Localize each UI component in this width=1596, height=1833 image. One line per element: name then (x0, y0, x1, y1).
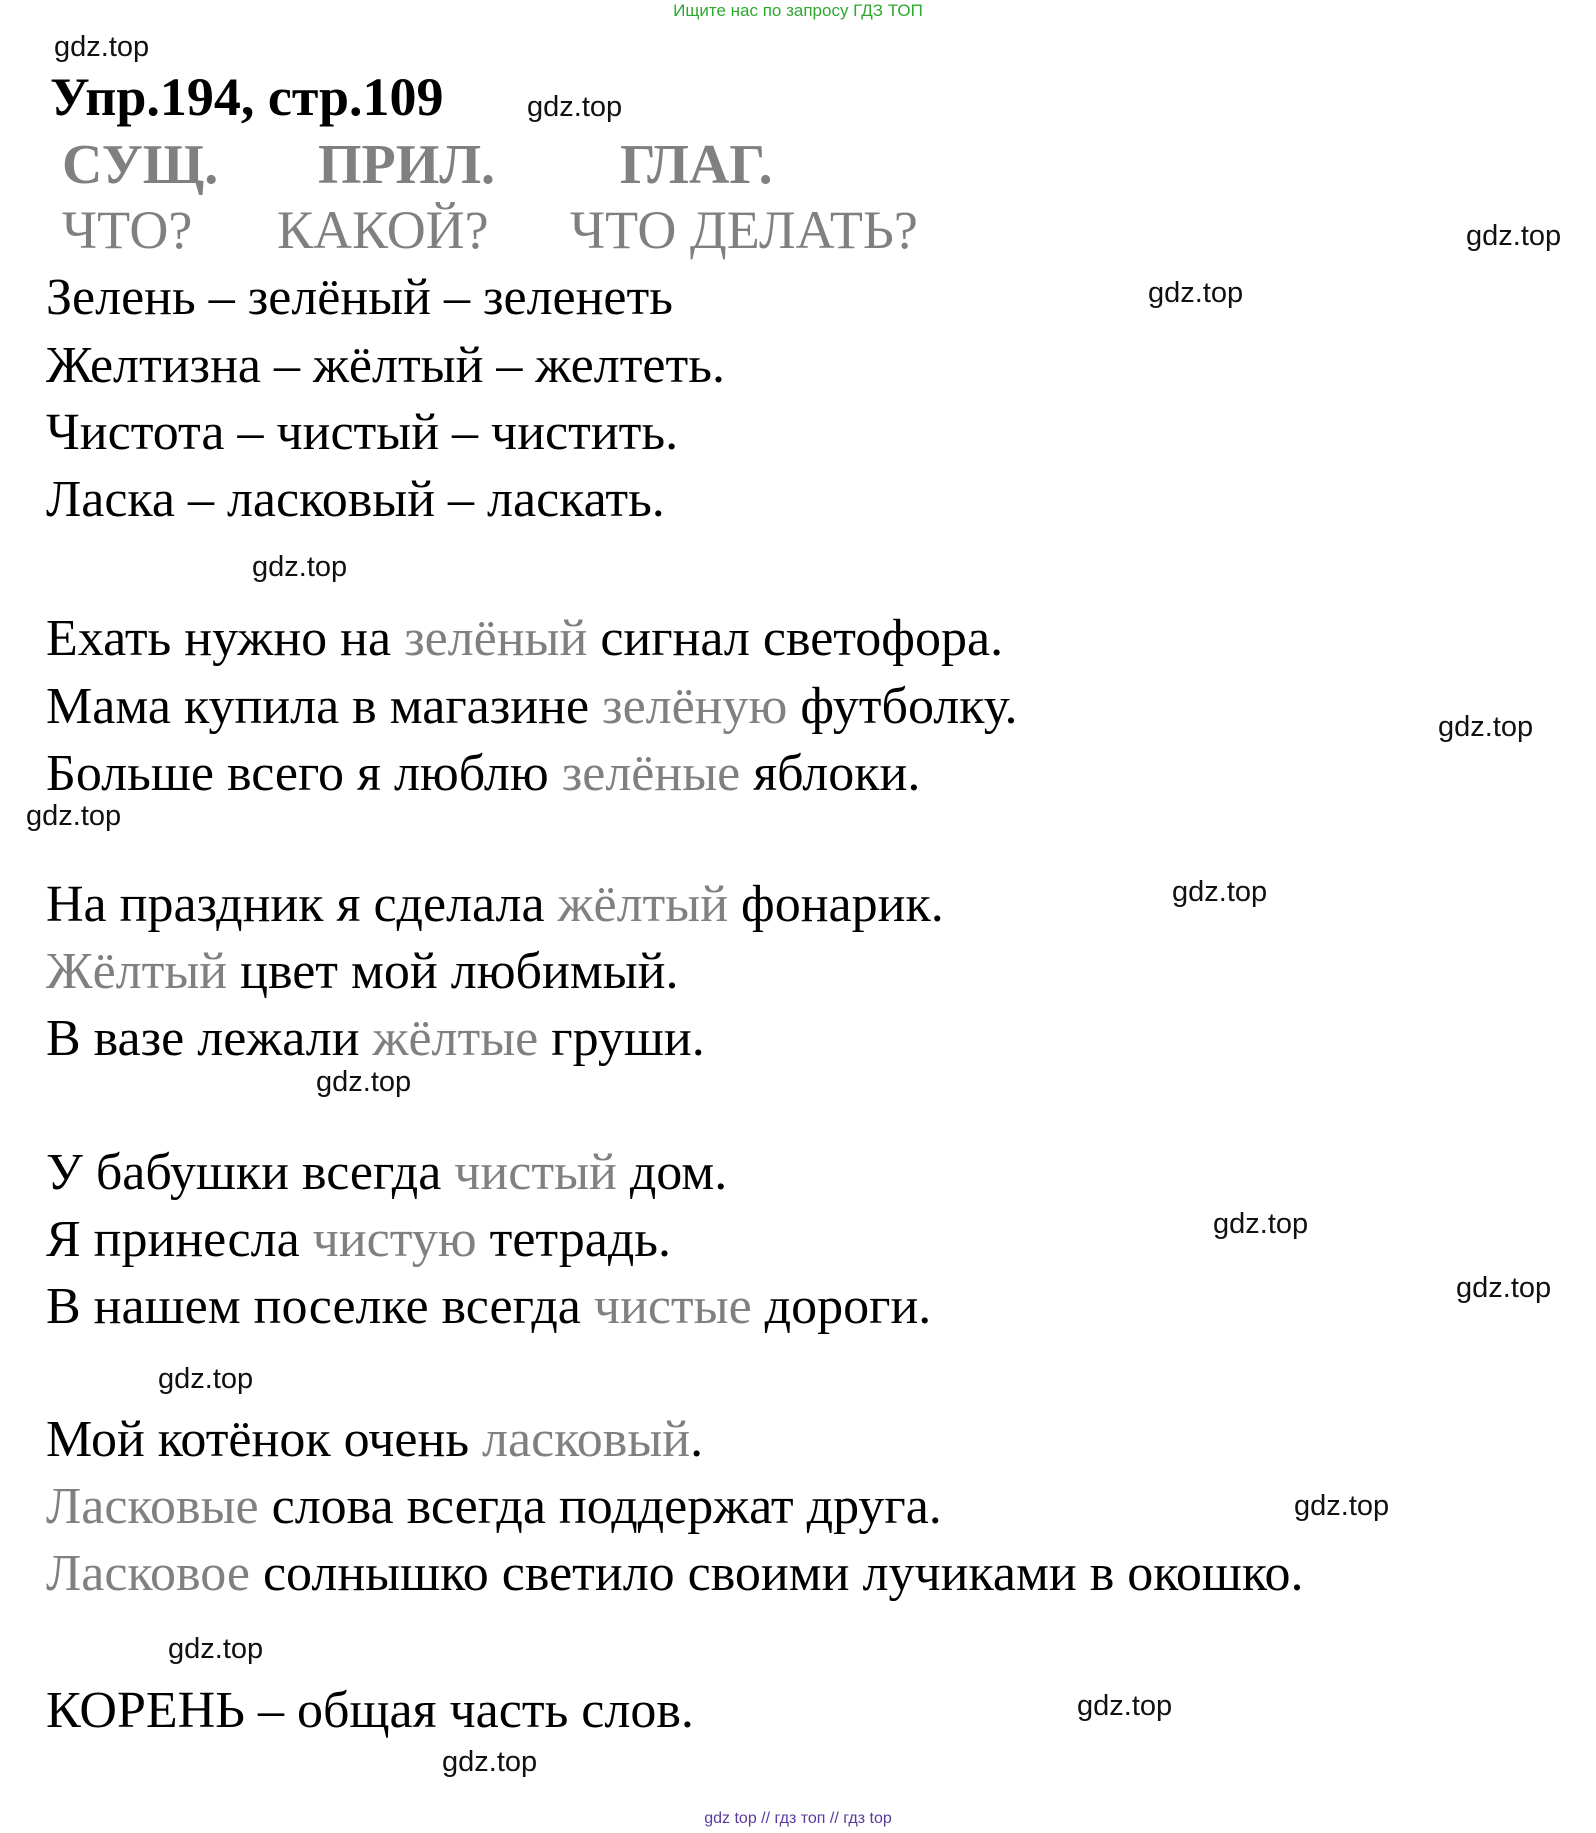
highlighted-word: Ласковое (46, 1545, 250, 1602)
sentence (46, 1543, 1304, 1605)
footer-link[interactable]: гдз top (843, 1810, 892, 1827)
word-family: Чистота – чистый – чистить. (46, 404, 679, 461)
sentence (46, 608, 1003, 670)
header-noun: СУЩ. (62, 134, 219, 196)
watermark: gdz.top (527, 91, 623, 123)
sentence (46, 1142, 727, 1204)
sentence (46, 941, 679, 1003)
highlighted-word: ласковый (482, 1411, 691, 1468)
highlighted-word: зелёный (404, 610, 588, 667)
sentence-text: У бабушки всегда (46, 1144, 455, 1201)
watermark: gdz.top (158, 1363, 254, 1395)
sentence-text: Ехать нужно на (46, 610, 405, 667)
sentence-text: тетрадь. (476, 1211, 672, 1268)
sentence-text: Больше всего я люблю (46, 745, 562, 802)
watermark: gdz.top (1438, 711, 1534, 743)
sentence-text: слова всегда поддержат друга. (258, 1478, 942, 1535)
highlighted-word: чистую (312, 1211, 477, 1268)
sentence-text: яблоки. (740, 745, 921, 802)
highlighted-word: чистые (593, 1278, 752, 1335)
watermark: gdz.top (1172, 876, 1268, 908)
word-family: Зелень – зелёный – зеленеть (46, 269, 673, 326)
sentence (46, 743, 920, 805)
header-adjective: ПРИЛ. (318, 134, 496, 196)
highlighted-word: Ласковые (46, 1478, 259, 1535)
sentence-text: Мама купила в магазине (46, 678, 603, 735)
highlighted-word: жёлтые (372, 1010, 539, 1067)
sentence-text: футболку. (787, 678, 1018, 735)
question-adjective: КАКОЙ? (277, 200, 489, 260)
footer-separator: // (761, 1810, 771, 1827)
word-family: Ласка – ласковый – ласкать. (46, 471, 665, 528)
sentence-text: В нашем поселке всегда (46, 1278, 594, 1335)
watermark: gdz.top (442, 1746, 538, 1778)
sentence-text: На праздник я сделала (46, 876, 558, 933)
sentence (46, 1008, 705, 1070)
top-banner: Ищите нас по запросу ГДЗ ТОП (673, 1, 923, 20)
watermark: gdz.top (1456, 1272, 1552, 1304)
footer-link[interactable]: гдз топ (774, 1810, 826, 1827)
watermark: gdz.top (1077, 1690, 1173, 1722)
watermark: gdz.top (54, 31, 150, 63)
watermark: gdz.top (316, 1066, 412, 1098)
sentence-text: сигнал светофора. (587, 610, 1004, 667)
question-noun: ЧТО? (62, 200, 193, 260)
conclusion: КОРЕНЬ – общая часть слов. (46, 1682, 694, 1739)
watermark: gdz.top (1294, 1490, 1390, 1522)
sentence-text: фонарик. (728, 876, 944, 933)
sentence-text: цвет мой любимый. (227, 943, 679, 1000)
sentence (46, 874, 944, 936)
highlighted-word: зелёную (602, 678, 788, 735)
sentence-text: груши. (538, 1010, 705, 1067)
sentence-text: дороги. (751, 1278, 932, 1335)
sentence-text: Мой котёнок очень (46, 1411, 483, 1468)
highlighted-word: зелёные (561, 745, 741, 802)
sentence-text: солнышко светило своими лучиками в окошко. (249, 1545, 1304, 1602)
question-verb: ЧТО ДЕЛАТЬ? (570, 200, 918, 260)
word-family: Желтизна – жёлтый – желтеть. (46, 337, 725, 394)
sentence (46, 1409, 703, 1471)
sentence-text: дом. (616, 1144, 728, 1201)
sentence-text: В вазе лежали (46, 1010, 373, 1067)
sentence (46, 1209, 671, 1271)
watermark: gdz.top (1466, 220, 1562, 252)
exercise-title: Упр.194, стр.109 (50, 67, 444, 127)
sentence (46, 1276, 931, 1338)
highlighted-word: чистый (454, 1144, 617, 1201)
highlighted-word: Жёлтый (46, 943, 228, 1000)
footer-separator: // (829, 1810, 839, 1827)
watermark: gdz.top (1213, 1208, 1309, 1240)
watermark: gdz.top (1148, 277, 1244, 309)
footer-links (0, 1808, 1596, 1830)
highlighted-word: жёлтый (557, 876, 729, 933)
header-verb: ГЛАГ. (620, 134, 773, 196)
sentence (46, 1476, 942, 1538)
sentence-text: . (690, 1411, 704, 1468)
watermark: gdz.top (168, 1633, 264, 1665)
sentence-text: Я принесла (46, 1211, 313, 1268)
sentence (46, 676, 1018, 738)
footer-link[interactable]: gdz top (704, 1810, 757, 1827)
watermark: gdz.top (252, 551, 348, 583)
watermark: gdz.top (26, 800, 122, 832)
